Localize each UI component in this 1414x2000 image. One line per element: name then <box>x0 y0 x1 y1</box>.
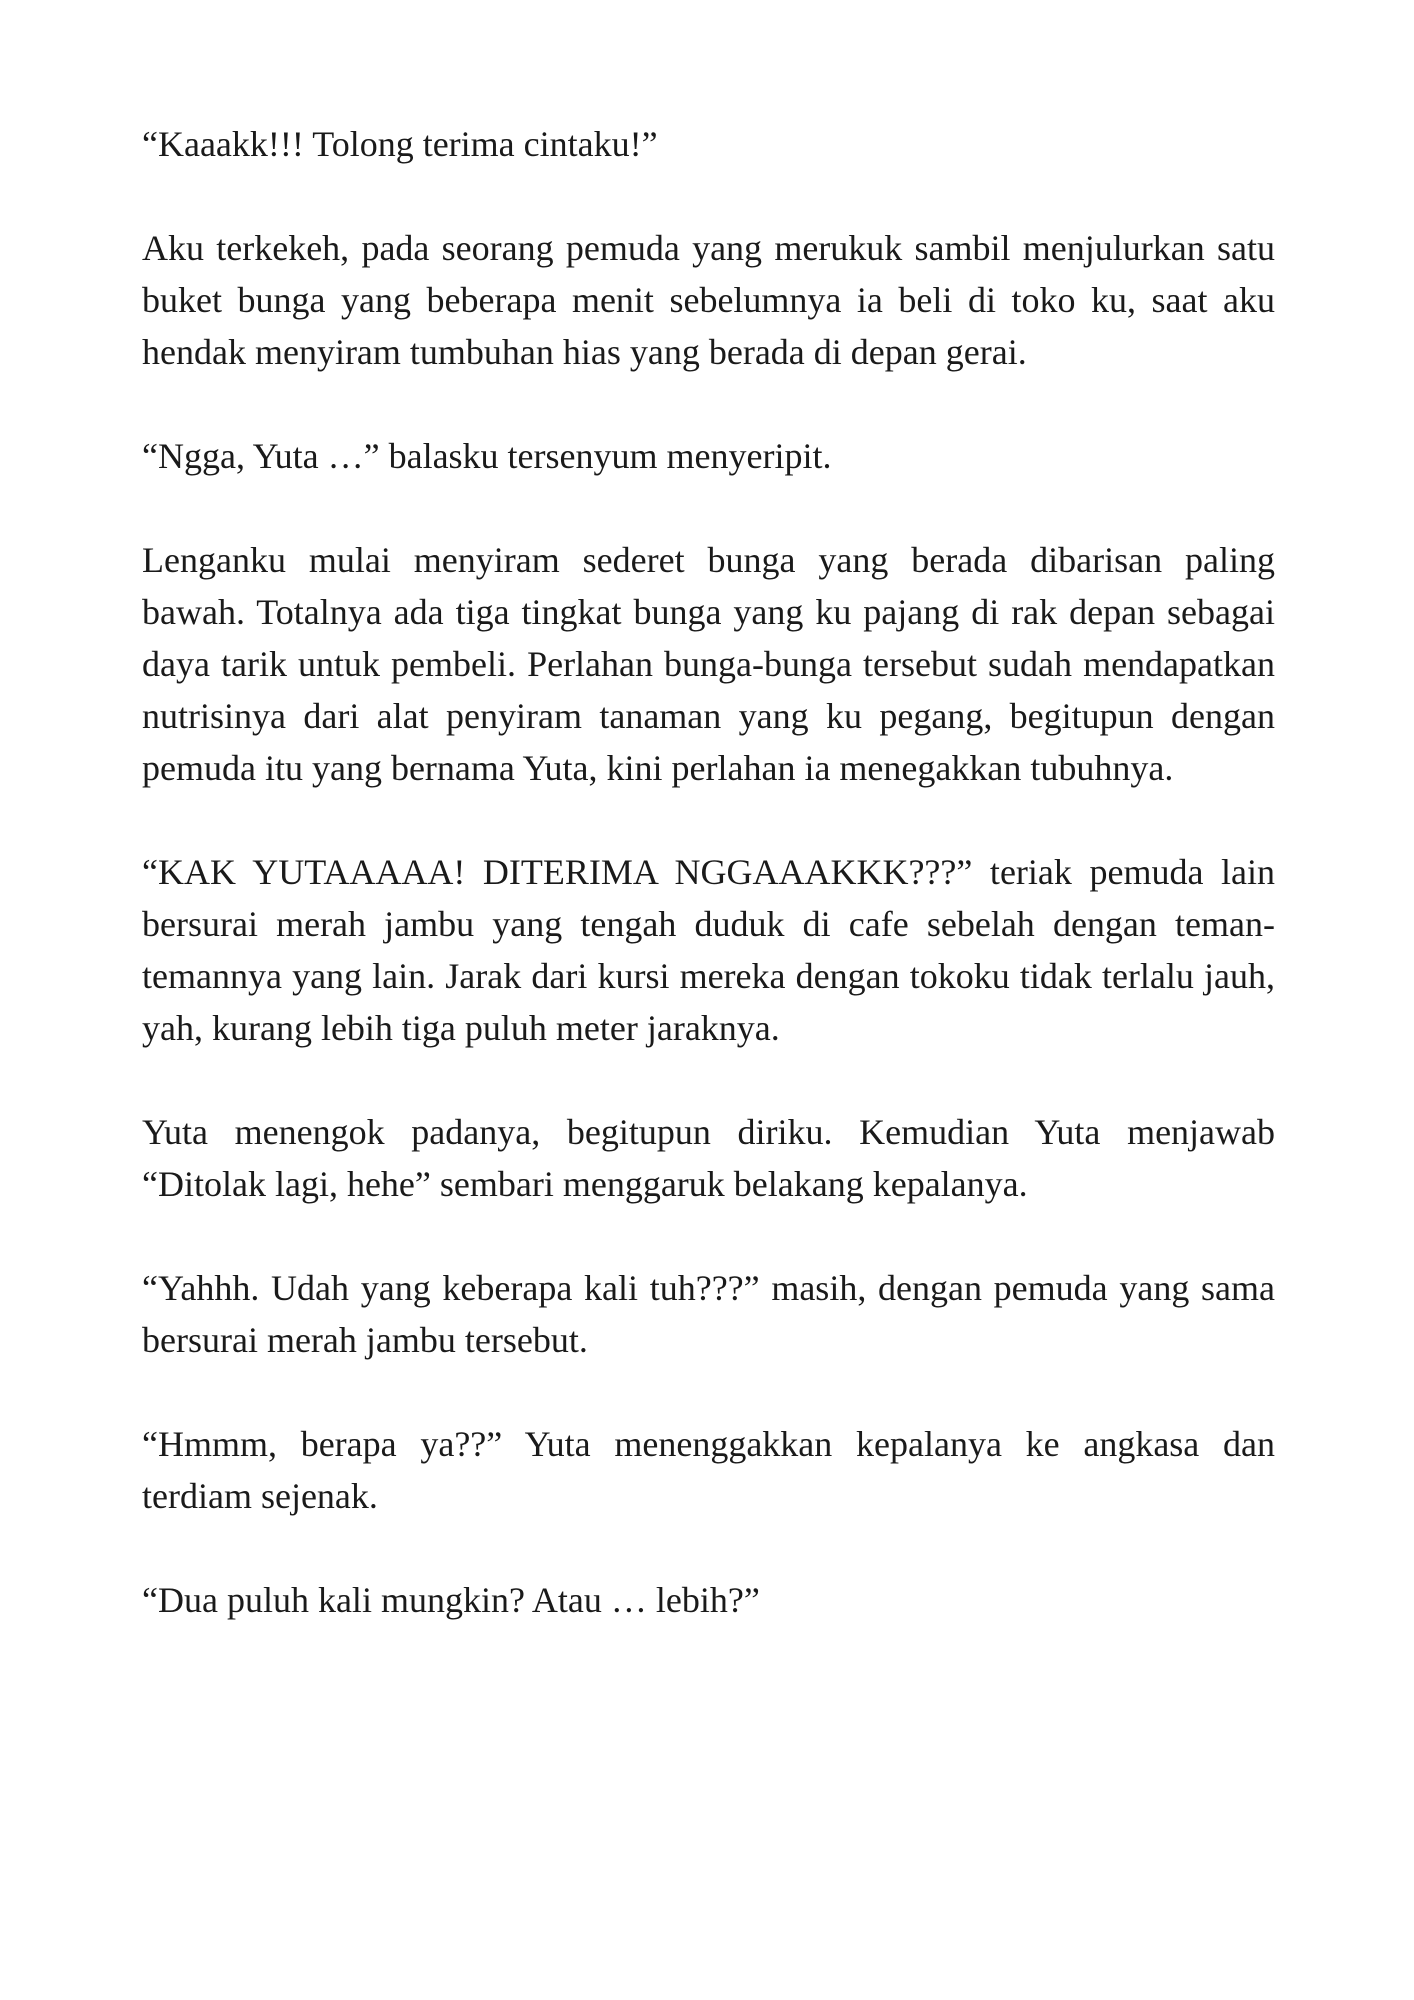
document-page <box>142 118 1275 1626</box>
paragraph-4: Lenganku mulai menyiram sederet bunga yang berada dibarisan paling bawah. Totalnya ada tiga tingkat bunga yang ku pajang di rak depan sebagai daya tarik untuk pembeli. Perlahan bunga-bunga tersebut sudah mendapatkan nutrisinya dari alat penyiram tanaman yang ku pegang, begitupun dengan pemuda itu yang bernama Yuta, kini perlahan ia menegakkan tubuhnya. <box>142 540 1275 788</box>
paragraph-7: “Yahhh. Udah yang keberapa kali tuh???” masih, dengan pemuda yang sama bersurai merah jambu tersebut. <box>142 1268 1275 1360</box>
paragraph-3: “Ngga, Yuta …” balasku tersenyum menyeripit. <box>142 436 832 476</box>
paragraph-1: “Kaaakk!!! Tolong terima cintaku!” <box>142 124 658 164</box>
paragraph-8: “Hmmm, berapa ya??” Yuta menenggakkan kepalanya ke angkasa dan terdiam sejenak. <box>142 1424 1275 1516</box>
paragraph-6: Yuta menengok padanya, begitupun diriku. Kemudian Yuta menjawab “Ditolak lagi, hehe” sembari menggaruk belakang kepalanya. <box>142 1112 1275 1204</box>
paragraph-9: “Dua puluh kali mungkin? Atau … lebih?” <box>142 1580 760 1620</box>
paragraph-2: Aku terkekeh, pada seorang pemuda yang merukuk sambil menjulurkan satu buket bunga yang beberapa menit sebelumnya ia beli di toko ku, saat aku hendak menyiram tumbuhan hias yang berada di depan gerai. <box>142 228 1275 372</box>
paragraph-5: “KAK YUTAAAAA! DITERIMA NGGAAAKKK???” teriak pemuda lain bersurai merah jambu yang tengah duduk di cafe sebelah dengan teman-temannya yang lain. Jarak dari kursi mereka dengan tokoku tidak terlalu jauh, yah, kurang lebih tiga puluh meter jaraknya. <box>142 852 1275 1048</box>
